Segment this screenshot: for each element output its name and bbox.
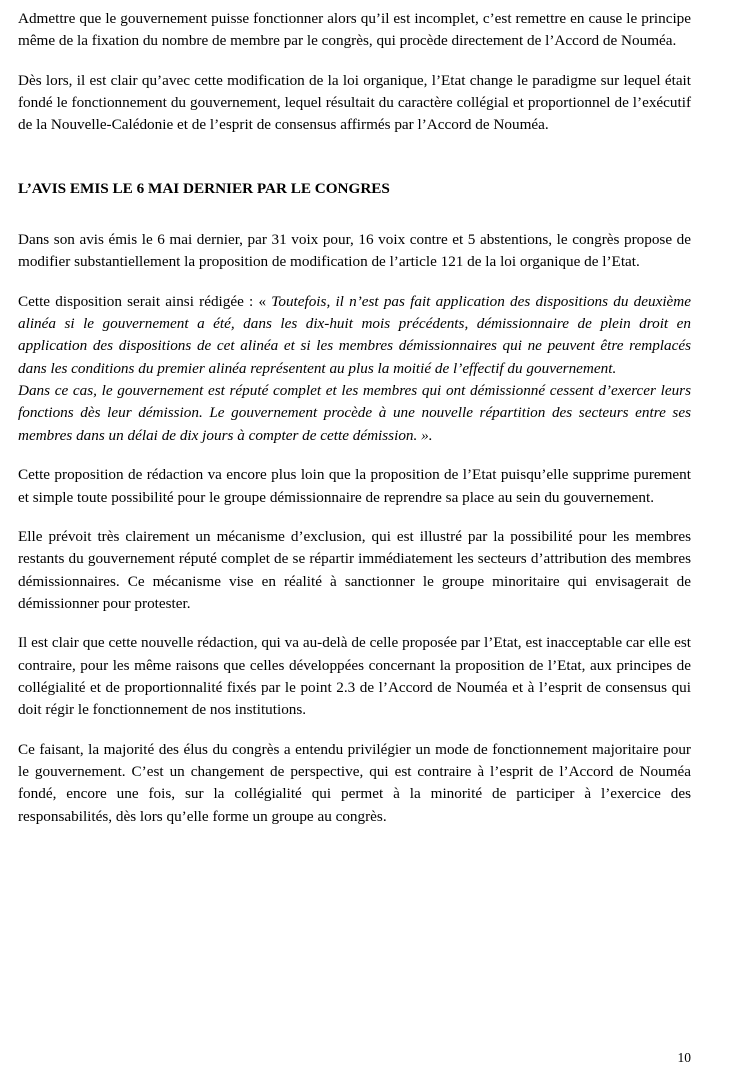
section-heading: L’AVIS EMIS LE 6 MAI DERNIER PAR LE CONGRES (18, 179, 390, 197)
page-number: 10 (677, 1050, 691, 1065)
paragraph-3: Dans son avis émis le 6 mai dernier, par 31 voix pour, 16 voix contre et 5 abstentions, le congrès propose de modifier substantiellement la proposition de modification de l’article 121 de la loi organique de l’Etat. (18, 231, 691, 271)
paragraph-2: Dès lors, il est clair qu’avec cette modification de la loi organique, l’Etat change le paradigme sur lequel était fondé le fonctionnement du gouvernement, lequel résultait du caractère collégial et proportionnel de l’exécutif de la Nouvelle-Calédonie et de l’esprit de consensus affirmés par l’Accord de Nouméa. (18, 71, 691, 134)
section-spacer (18, 154, 691, 178)
quote-outro: ». (417, 426, 433, 444)
quote-text-b: Dans ce cas, le gouvernement est réputé complet et les membres qui ont démissionné cessent d’exercer leurs fonctions dès leur démission. Le gouvernement procède à une nouvelle répartition des secteurs entre ses membres dans un délai de dix jours à compter de cette démission. (18, 382, 691, 444)
paragraph-6: Elle prévoit très clairement un mécanisme d’exclusion, qui est illustré par la possibilité pour les membres restants du gouvernement réputé complet de se répartir immédiatement les secteurs d’attribution des membres démissionnaires. Ce mécanisme vise en réalité à sanctionner le groupe minoritaire qui envisagerait de démissionner pour protester. (18, 527, 691, 612)
paragraph-5: Cette proposition de rédaction va encore plus loin que la proposition de l’Etat puisqu’elle supprime purement et simple toute possibilité pour le groupe démissionnaire de reprendre sa place au sein du gouvernement. (18, 466, 691, 506)
quote-intro: Cette disposition serait ainsi rédigée : « (18, 292, 272, 310)
paragraph-7: Il est clair que cette nouvelle rédaction, qui va au-delà de celle proposée par l’Etat, est inacceptable car elle est contraire, pour les même raisons que celles développées concernant la proposition de l’Etat, aux principes de collégialité et de proportionnalité fixés par le point 2.3 de l’Accord de Nouméa et à l’esprit de consensus qui doit régir le fonctionnement de nos institutions. (18, 634, 691, 719)
paragraph-1: Admettre que le gouvernement puisse fonctionner alors qu’il est incomplet, c’est remettre en cause le principe même de la fixation du nombre de membre par le congrès, qui procède directement de l’Accord de Nouméa. (18, 10, 691, 50)
quote-text-a: Toutefois, il n’est pas fait application des dispositions du deuxième alinéa si le gouvernement a été, dans les dix-huit mois précédents, démissionnaire de plein droit en application des dispositions de cet alinéa et si les membres démissionnaires qui ne peuvent être remplacés dans les conditions du premier alinéa représentent au plus la moitié de l’effectif du gouvernement. (18, 292, 691, 377)
heading-spacer (18, 217, 691, 229)
document-body (18, 8, 691, 828)
paragraph-8: Ce faisant, la majorité des élus du congrès a entendu privilégier un mode de fonctionnement majoritaire pour le gouvernement. C’est un changement de perspective, qui est contraire à l’esprit de l’Accord de Nouméa fondé, encore une fois, sur la collégialité qui permet à la minorité de participer à l’exercice des responsabilités, dès lors qu’elle forme un groupe au congrès. (18, 740, 691, 825)
paragraph-4-quote-part-1 (18, 291, 691, 380)
paragraph-4-quote-part-2 (18, 380, 691, 447)
